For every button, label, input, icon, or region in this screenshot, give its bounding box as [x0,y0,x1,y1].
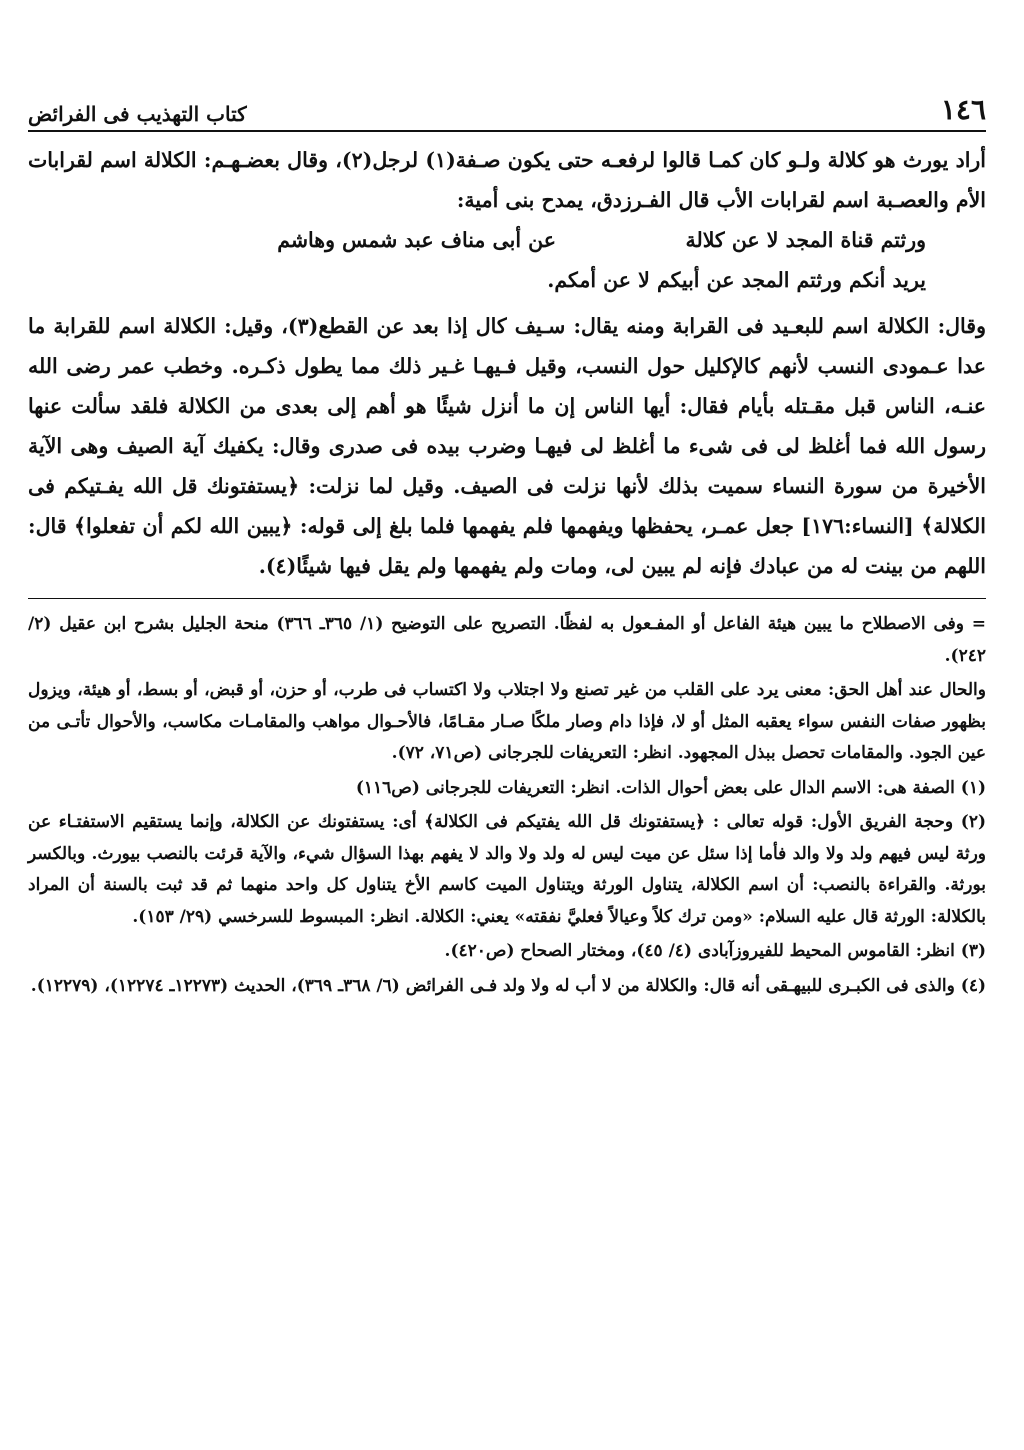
verse-explanation: يريد أنكم ورثتم المجد عن أبيكم لا عن أمكم. [547,268,926,292]
verse-first-hemistich: ورثتم قناة المجد لا عن كلالة [685,228,926,252]
footnote-continued-b: والحال عند أهل الحق: معنى يرد على القلب من غير تصنع ولا اجتلاب ولا اكتساب فى طرب، أو حزن، أو قبض، أو بسط، أو هيئة، ويزول بظهور صفات النفس سواء يعقبه المثل أو لا، فإذا دام وصار ملكًا صـار مقـامًا، فالأحـوال مواهب والمقامـات مكاسب، والأحوال تأتـى من عين الجود. والمقامات تحصل ببذل المجهود. انظر: التعريفات للجرجانى (ص٧١، ٧٢). [28,680,986,763]
verse-second-hemistich: عن أبى مناف عبد شمس وهاشم [277,228,556,252]
footnotes [28,609,986,1002]
main-text [28,140,986,586]
running-title: كتاب التهذيب فى الفرائض [28,102,247,126]
paragraph-1: أراد يورث هو كلالة ولـو كان كمـا قالوا لرفعـه حتى يكون صـفة(١) لرجل(٢)، وقال بعضـهـم: الكلالة اسم لقرابات الأم والعصـبة اسم لقرابات الأب قال الفـرزدق، يمدح بنى أمية: [28,148,986,212]
footnote-3: (٣) انظر: القاموس المحيط للفيروزآبادى (٤/ ٤٥)، ومختار الصحاح (ص٤٢٠). [444,941,986,961]
footnote-separator [28,598,986,599]
footnote-4: (٤) والذى فى الكبـرى للبيهـقى أنه قال: والكلالة من لا أب له ولا ولد فـى الفرائض (٦/ ٣٦٨ـ ٣٦٩)، الحديث (١٢٢٧٣ـ ١٢٢٧٤)، (١٢٢٧٩). [30,975,986,996]
footnote-continued-a: = وفى الاصطلاح ما يبين هيئة الفاعل أو المفـعول به لفظًا. التصريح على التوضيح (١/ ٣٦٥ـ ٣٦٦) منحة الجليل بشرح ابن عقيل (٢/ ٢٤٢). [28,614,986,666]
book-page [28,90,986,1002]
poem [28,220,986,300]
page-header [28,90,986,132]
verse-row [28,220,986,260]
paragraph-2: وقال: الكلالة اسم للبعـيد فى القرابة ومنه يقال: سـيف كال إذا بعد عن القطع(٣)، وقيل: الكلالة اسم للقرابة ما عدا عـمودى النسب لأنهم كالإكليل حول النسب، وقيل فـيهـا غـير ذلك مما يطول ذكـره. وخطب عمر رضى الله عنـه، الناس قبل مقـتله بأيام فقال: أيها الناس إن ما أنزل شيئًا هو أهم إلى بعدى من الكلالة فلقد سألت عنها رسول الله فما أغلظ لى فى شىء ما أغلظ لى فيهـا وضرب بيده فى صدرى وقال: يكفيك آية الصيف وهى الآية الأخيرة من سورة النساء سميت بذلك لأنها نزلت فى الصيف. وقيل لما نزلت: ﴿يستفتونك قل الله يفـتيكم فى الكلالة﴾ [النساء:١٧٦] جعل عمـر، يحفظها ويفهمها فلم يفهمها فلما بلغ إلى قوله: ﴿يبين الله لكم أن تفعلوا﴾ قال: اللهم من بينت له من عبادك فإنه لم يبين لى، ومات ولم يفهمها ولم يقل فيها شيئًا(٤). [28,314,986,578]
footnote-2: (٢) وحجة الفريق الأول: قوله تعالى : ﴿يستفتونك قل الله يفتيكم فى الكلالة﴾ أى: يستفتونك عن الكلالة، وإنما يستقيم الاستفتـاء عن ورثة ليس فيهم ولد ولا والد فأما إذا سئل عن ميت ليس له ولد ولا والد لا يفهم بهذا السؤال شيء، والآية قرئت بالنصب بيورث. وبالكسر بورثة. والقراءة بالنصب: أن اسم الكلالة، يتناول الورثة ويتناول الميت كاسم الأخ يتناول كل واحد منهما ثم قد ثبت بالسنة أن المراد بالكلالة: الورثة قال عليه السلام: «ومن ترك كلاً وعيالاً فعليَّ نفقته» يعني: الكلالة. انظر: المبسوط للسرخسي (٢٩/ ١٥٣). [28,812,986,927]
page-number: ١٤٦ [940,93,986,126]
footnote-1: (١) الصفة هى: الاسم الدال على بعض أحوال الذات. انظر: التعريفات للجرجانى (ص١١٦) [355,777,986,798]
